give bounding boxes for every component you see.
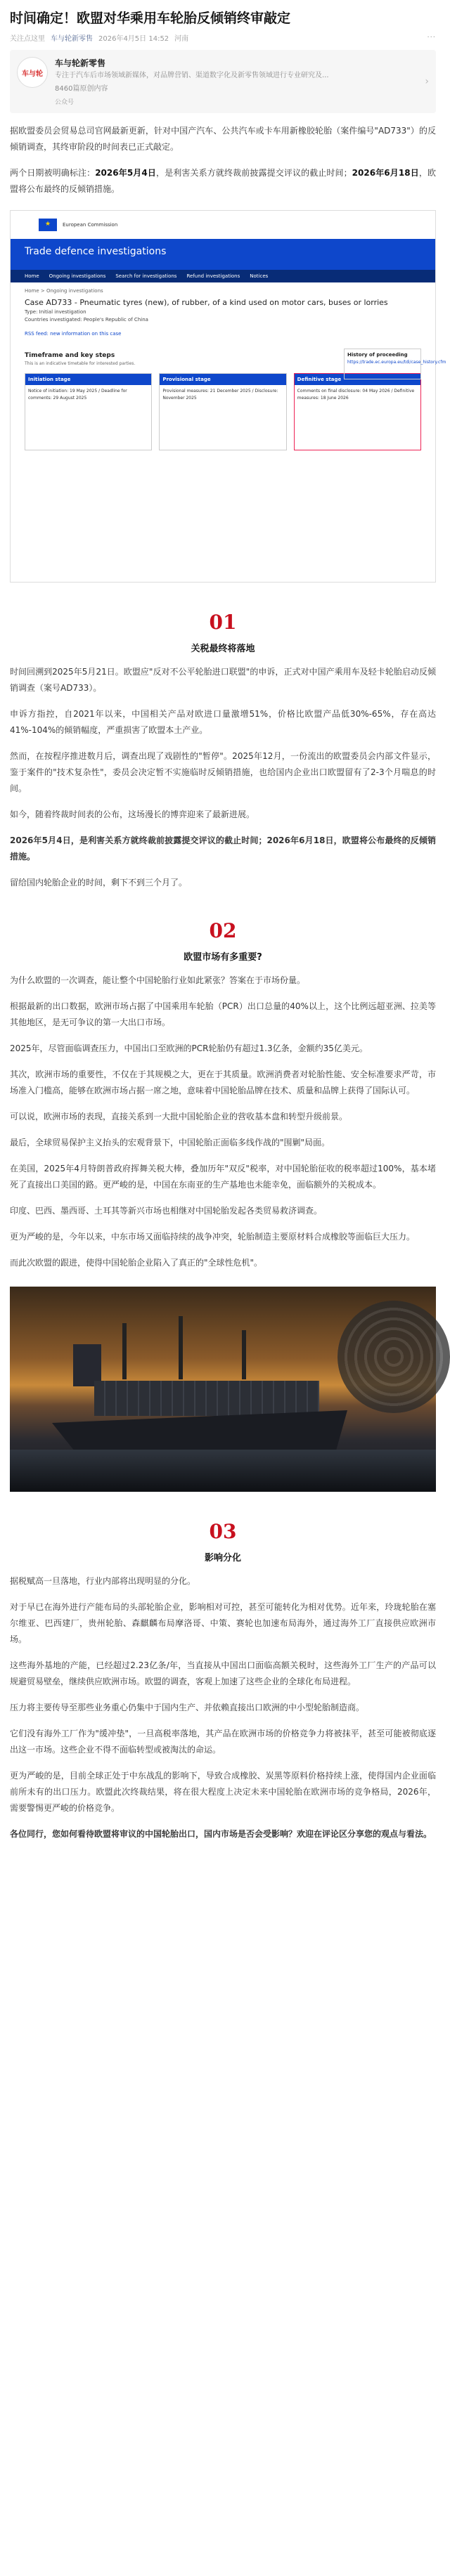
sea — [10, 1450, 436, 1492]
author-info — [55, 57, 418, 106]
eu-stages — [11, 366, 435, 457]
eu-history-link: https://trade.ec.europa.eu/tdi/case_history.cfm — [347, 360, 446, 365]
eu-nav-item: Refund investigations — [186, 273, 240, 279]
paragraph: 然而，在按程序推进数月后，调查出现了戏剧性的"暂停"。2025年12月，一份流出的欧盟委员会内部文件显示，鉴于案件的"技术复杂性"，委员会决定暂不实施临时反倾销措施，也给国内企业出口欧盟留有了2-3个月喘息的时间。 — [10, 751, 436, 793]
eu-flag-icon — [39, 219, 57, 231]
ship-hull — [52, 1410, 347, 1452]
paragraph: 最后，全球贸易保护主义抬头的宏观背景下，中国轮胎正面临多线作战的"围剿"局面。 — [10, 1138, 330, 1147]
eu-nav — [11, 270, 435, 282]
account-type-tag: 公众号 — [55, 99, 75, 106]
crane — [242, 1330, 246, 1379]
article-meta — [10, 32, 436, 43]
eu-rss-link: RSS feed: new information on this case — [25, 331, 122, 337]
eu-nav-item: Search for investigations — [115, 273, 177, 279]
date-highlight-1: 2026年5月4日 — [95, 168, 157, 178]
paragraph: 据税赋高一旦落地，行业内部将出现明显的分化。 — [10, 1576, 196, 1586]
date-highlight-2: 2026年6月18日 — [352, 168, 419, 178]
section-title: 欧盟市场有多重要? — [184, 952, 262, 963]
closing-paragraph: 各位同行，您如何看待欧盟将审议的中国轮胎出口，国内市场是否会受影响？欢迎在评论区分享您的观点与看法。 — [10, 1829, 432, 1839]
eu-timeframe-note: This is an indicative timetable for interested parties. — [25, 361, 136, 366]
paragraph: 时间回溯到2025年5月21日。欧盟应"反对不公平轮胎进口联盟"的申诉，正式对中国产乘用车及轻卡轮胎启动反倾销调查（案号AD733）。 — [10, 667, 436, 693]
paragraph: 对于早已在海外进行产能布局的头部轮胎企业，影响相对可控，甚至可能转化为相对优势。近年来，玲珑轮胎在塞尔维亚、巴西建厂，贵州轮胎、森麒麟布局摩洛哥、中策、赛轮也加速布局海外，通过海外工厂直接供应欧洲市场。 — [10, 1602, 436, 1644]
eu-timeframe-heading: Timeframe and key steps — [25, 352, 115, 359]
meta-date: 2026年4月5日 14:52 — [98, 35, 169, 43]
paragraph: 申诉方指控，自2021年以来，中国相关产品对欧进口量激增51%，价格比欧盟产品低30%-65%，存在高达41%-104%的倾销幅度，严重损害了欧盟本土产业。 — [10, 709, 436, 735]
article-title: 时间确定！欧盟对华乘用车轮胎反倾销终审敲定 — [10, 11, 291, 26]
paragraph: 在美国，2025年4月特朗普政府挥舞关税大棒，叠加历年"双反"税率，对中国轮胎征收的税率超过100%，基本堵死了直接出口美国的路。更严峻的是，中国在东南亚的生产基地也未能幸免，面临额外的关税成本。 — [10, 1164, 436, 1190]
eu-nav-item: Home — [25, 273, 39, 279]
crane — [122, 1323, 127, 1379]
author-description: 专注于汽车后市场领域新媒体，对品牌营销、渠道数字化及新零售领域进行专业研究及... — [55, 72, 329, 79]
meta-location: 河南 — [174, 35, 189, 43]
eu-stage-provisional: Provisional stage Provisional measures: 21 December 2025 / Disclosure: November 2025 — [159, 373, 286, 450]
paragraph: 印度、巴西、墨西哥、土耳其等新兴市场也相继对中国轮胎发起各类贸易救济调查。 — [10, 1206, 323, 1216]
paragraph: 而此次欧盟的跟进，使得中国轮胎企业陷入了真正的"全球性危机"。 — [10, 1258, 263, 1268]
paragraph: 其次，欧洲市场的重要性，不仅在于其规模之大，更在于其质量。欧洲消费者对轮胎性能、安全标准要求严苛，市场准入门槛高，能够在欧洲市场占据一席之地，意味着中国轮胎品牌在技术、质量和品牌上获得了国际认可。 — [10, 1069, 436, 1095]
eu-case-title: Case AD733 - Pneumatic tyres (new), of rubber, of a kind used on motor cars, buses or lorries — [25, 298, 388, 307]
section-title: 关税最终将落地 — [191, 644, 255, 654]
paragraph: 根据最新的出口数据，欧洲市场占据了中国乘用车轮胎（PCR）出口总量的40%以上，这个比例远超亚洲、拉美等其他地区，是无可争议的第一大出口市场。 — [10, 1001, 436, 1027]
author-name: 车与轮新零售 — [55, 58, 106, 68]
author-article-count: 8460篇原创内容 — [55, 85, 108, 93]
paragraph: 为什么欧盟的一次调查，能让整个中国轮胎行业如此紧张？答案在于市场份量。 — [10, 975, 306, 985]
paragraph: 这些海外基地的产能，已经超过2.23亿条/年，当直接从中国出口面临高额关税时，这些海外工厂生产的产品可以规避贸易壁垒，继续供应欧洲市场。欧盟的调查，客观上加速了这些企业的全球化布局进程。 — [10, 1660, 436, 1686]
eu-case-country: Countries investigated: People's Republic of China — [25, 317, 148, 323]
meta-author-link[interactable]: 车与轮新零售 — [51, 35, 93, 43]
paragraph: 更为严峻的是，目前全球正处于中东战乱的影响下，导致合成橡胶、炭黑等原料价格持续上涨，使得国内企业面临前所未有的出口压力。欧盟此次终裁结果，将在很大程度上决定未来中国轮胎在欧洲市场的竞争格局，2026年，需要警惕更严峻的价格竞争。 — [10, 1771, 436, 1813]
section-number: 01 — [209, 611, 237, 634]
eu-org-name: European Commission — [63, 221, 118, 228]
eu-stage-initiation: Initiation stage Notice of initiation: 19 May 2025 / Deadline for comments: 29 August 2025 — [25, 373, 152, 450]
paragraph: 如今，随着终裁时间表的公布，这场漫长的博弈迎来了最新进展。 — [10, 809, 255, 819]
intro-paragraph-2: 两个日期被明确标注：2026年5月4日，是利害关系方就终裁前披露提交评议的截止时间；2026年6月18日，欧盟将公布最终的反倾销措施。 — [10, 168, 436, 194]
author-card[interactable] — [10, 50, 436, 113]
chevron-right-icon: › — [425, 76, 429, 87]
eu-nav-item: Ongoing investigations — [49, 273, 106, 279]
eu-nav-item: Notices — [250, 273, 269, 279]
cargo-ship-image — [10, 1287, 436, 1492]
meta-follow[interactable]: 关注点这里 — [10, 35, 45, 43]
eu-website-screenshot — [10, 210, 446, 583]
eu-breadcrumb: Home > Ongoing investigations — [25, 288, 103, 294]
ship-bridge — [73, 1344, 101, 1386]
intro-paragraph-1: 据欧盟委员会贸易总司官网最新更新，针对中国产汽车、公共汽车或卡车用新橡胶轮胎（案件编号"AD733"）的反倾销调查，其终审阶段的时间表已正式敲定。 — [10, 126, 436, 152]
more-menu-icon[interactable]: ··· — [427, 34, 436, 41]
eu-case-type: Type: Initial investigation — [25, 309, 86, 315]
paragraph: 压力将主要传导至那些业务重心仍集中于国内生产、并依赖直接出口欧洲的中小型轮胎制造商。 — [10, 1703, 365, 1712]
eu-banner: Trade defence investigations — [11, 239, 435, 270]
section-number: 02 — [209, 919, 237, 942]
eu-header — [11, 211, 435, 239]
section-number: 03 — [209, 1520, 237, 1543]
paragraph-bold: 2026年5月4日，是利害关系方就终裁前披露提交评议的截止时间；2026年6月18日，欧盟将公布最终的反倾销措施。 — [10, 835, 436, 861]
paragraph: 2025年，尽管面临调查压力，中国出口至欧洲的PCR轮胎仍有超过1.3亿条，金额约35亿美元。 — [10, 1043, 368, 1053]
paragraph: 更为严峻的是，今年以来，中东市场又面临持续的战争冲突，轮胎制造主要原材料合成橡胶等面临巨大压力。 — [10, 1232, 416, 1242]
avatar: 车与轮 — [17, 57, 48, 88]
eu-history-heading: History of proceeding — [347, 352, 408, 358]
eu-stage-definitive: Definitive stage Comments on final disclosure: 04 May 2026 / Definitive measures: 18 June 2026 — [294, 373, 421, 450]
tires-graphic — [338, 1301, 450, 1413]
ship-containers — [94, 1381, 319, 1416]
paragraph: 它们没有海外工厂作为"缓冲垫"，一旦高税率落地，其产品在欧洲市场的价格竞争力将被抹平，甚至可能被彻底逐出这一市场。这些企业不得不面临转型或被淘汰的命运。 — [10, 1729, 436, 1755]
section-title: 影响分化 — [204, 1553, 241, 1563]
eu-history-box — [344, 349, 446, 379]
paragraph: 留给国内轮胎企业的时间，剩下不到三个月了。 — [10, 878, 188, 887]
paragraph: 可以说，欧洲市场的表现，直接关系到一大批中国轮胎企业的营收基本盘和转型升级前景。 — [10, 1112, 348, 1121]
crane — [179, 1316, 183, 1379]
